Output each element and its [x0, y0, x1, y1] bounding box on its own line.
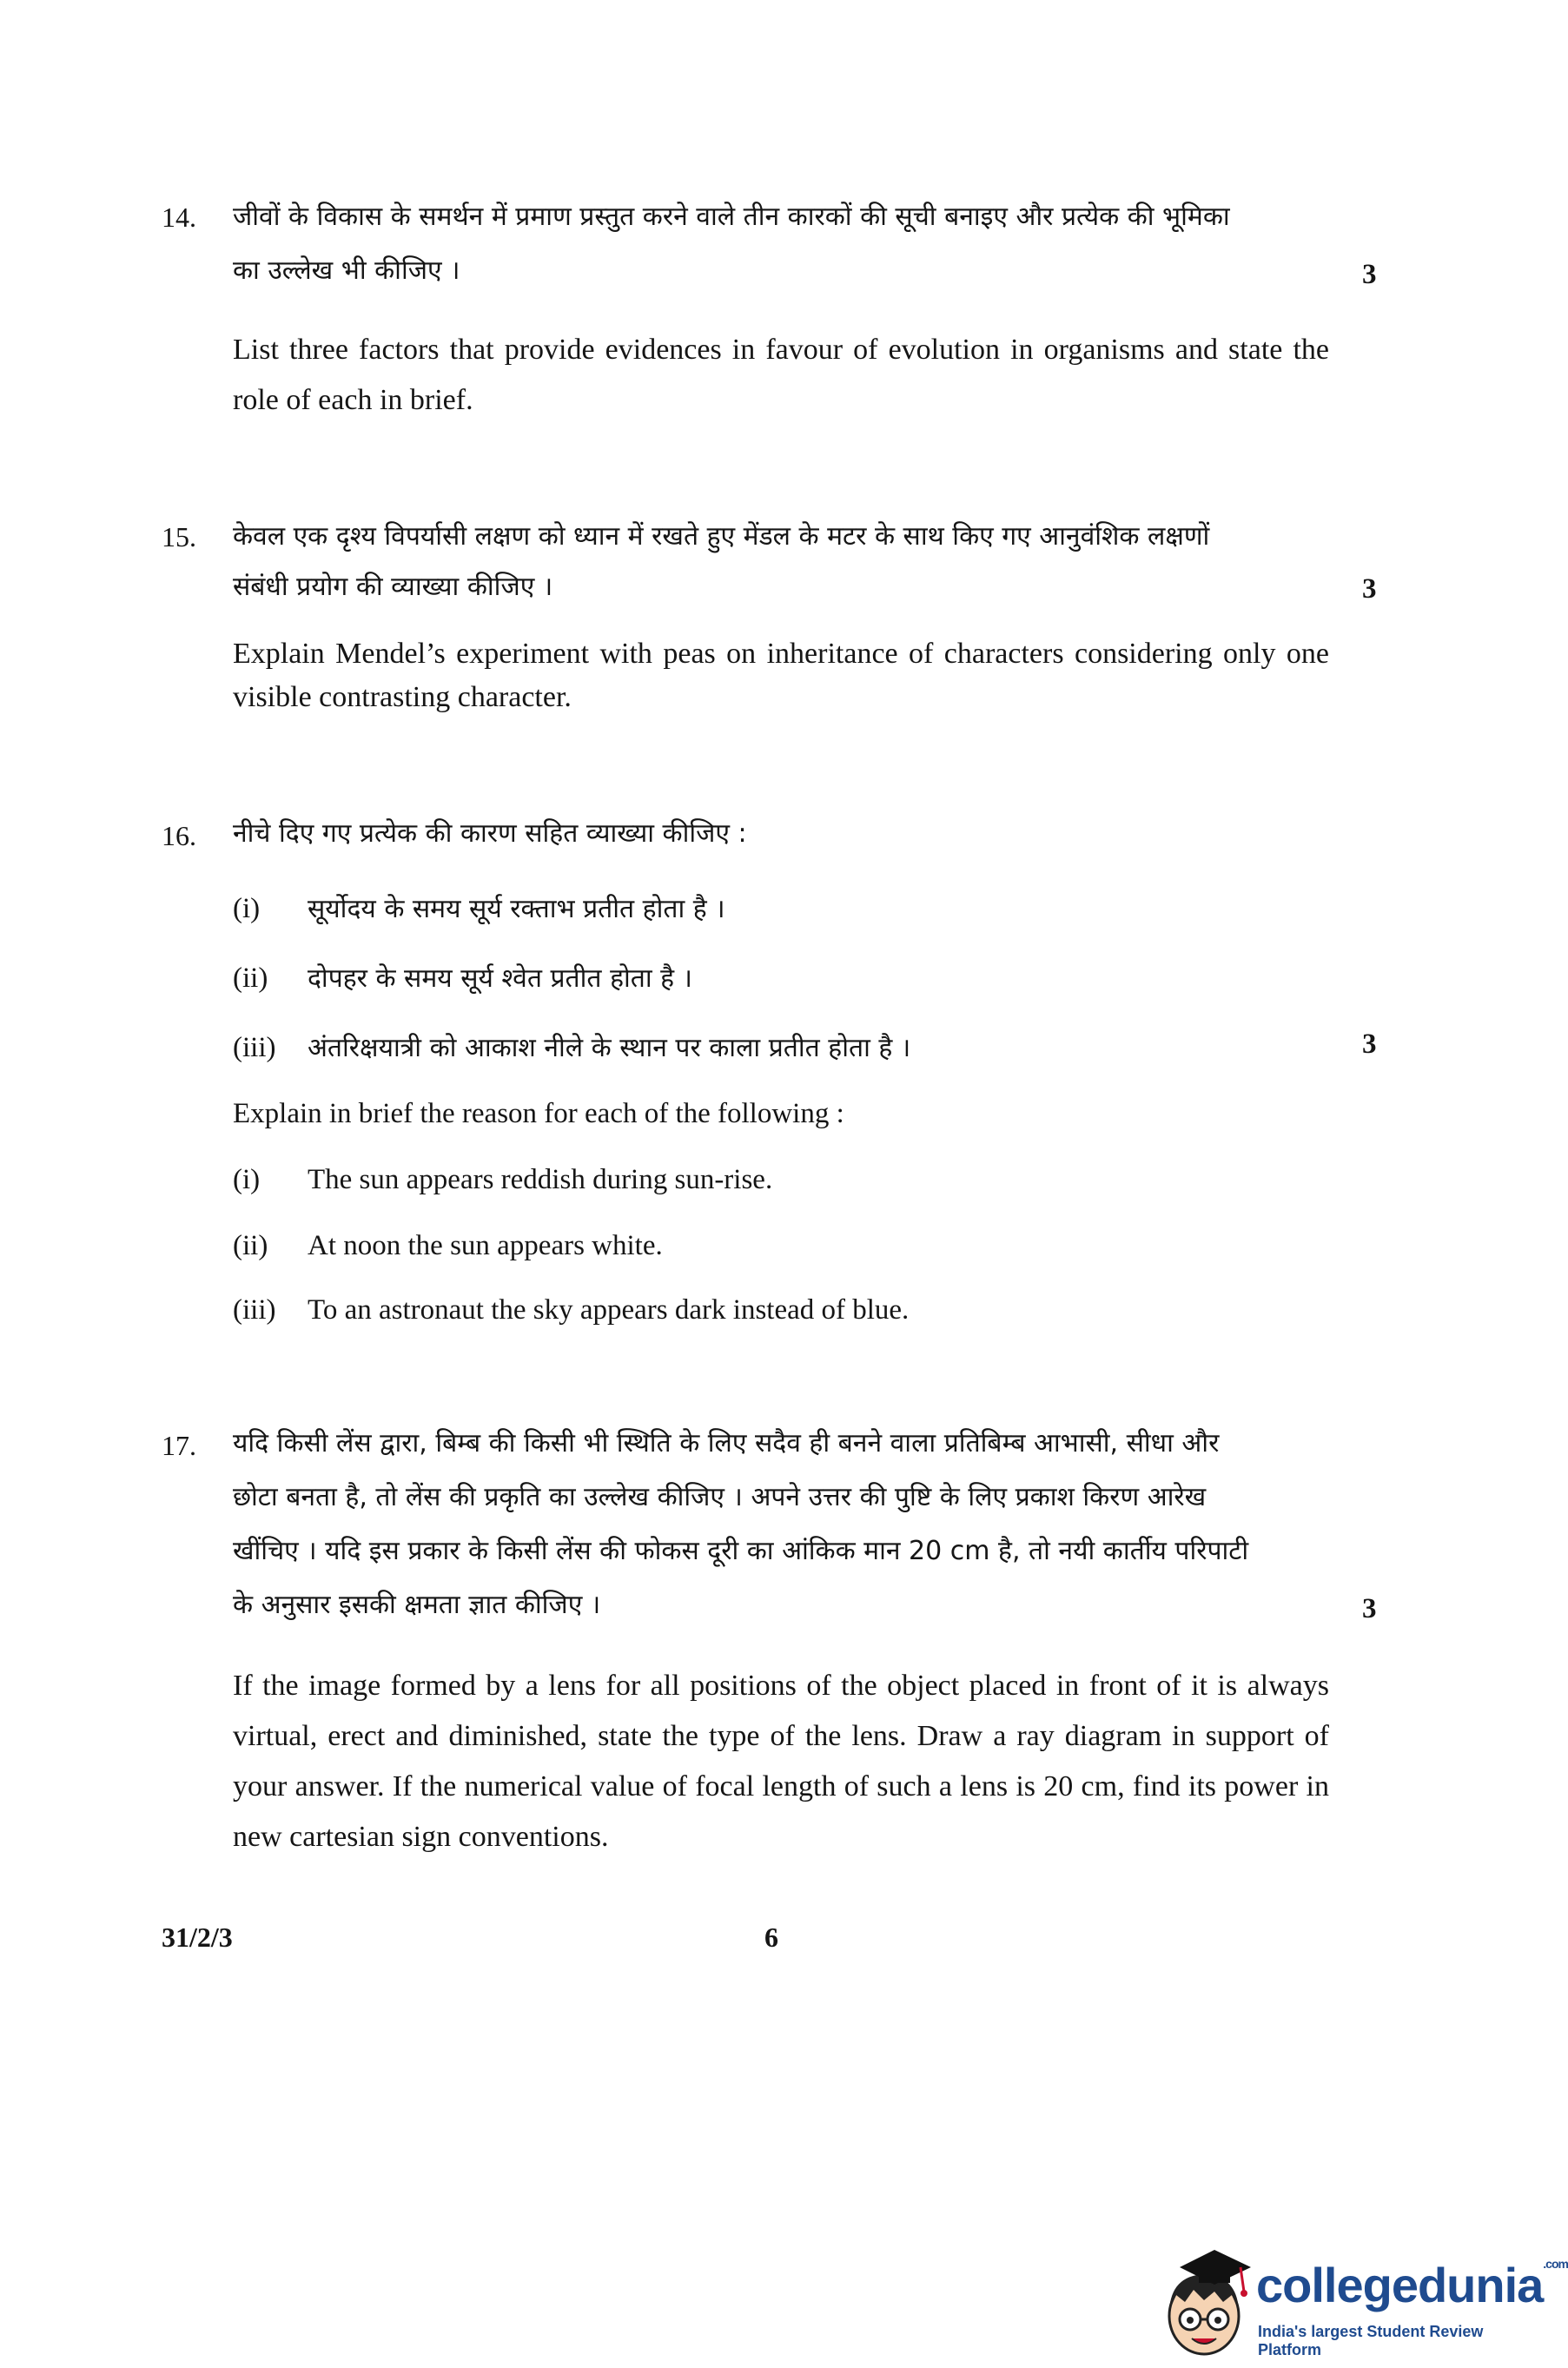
- question-17-english: If the image formed by a lens for all positions of the object placed in front of it is always virtual, erect and diminished, state the type of the lens. Draw a ray diagram in support of your answer. If the numerical value of focal length of such a lens is 20 cm, find its power in new cartesian sign conventions.: [233, 1670, 1329, 1853]
- question-14-hindi-line2: का उल्लेख भी कीजिए ।: [233, 255, 460, 286]
- question-16-english-item: [233, 1164, 772, 1196]
- logo-wordmark: collegedunia$^{.com}$: [1256, 2257, 1568, 2312]
- item-text: To an astronaut the sky appears dark instead of blue.: [308, 1294, 910, 1326]
- question-16-english-item: [233, 1294, 909, 1326]
- question-17-marks: 3: [1362, 1593, 1377, 1624]
- question-16-marks: 3: [1362, 1029, 1377, 1060]
- question-14-number: 14.: [162, 202, 196, 233]
- item-text: The sun appears reddish during sun-rise.: [308, 1164, 773, 1195]
- question-15-number: 15.: [162, 521, 196, 552]
- item-label: (iii): [233, 1032, 276, 1063]
- question-16-hindi-item: [233, 890, 725, 925]
- question-14-marks: 3: [1362, 259, 1377, 290]
- question-16-number: 16.: [162, 820, 196, 851]
- page-number: 6: [764, 1922, 778, 1953]
- question-17-hindi-line2: छोटा बनता है, तो लेंस की प्रकृति का उल्लेख कीजिए । अपने उत्तर की पुष्टि के लिए प्रकाश किरण आरेख: [233, 1482, 1207, 1512]
- question-17-number: 17.: [162, 1430, 196, 1461]
- question-16-hindi-item: [233, 1029, 910, 1064]
- logo-tagline: India's largest Student Review Platform: [1258, 2323, 1484, 2358]
- question-15-hindi-line1: केवल एक दृश्य विपर्यासी लक्षण को ध्यान में रखते हुए मेंडल के मटर के साथ किए गए आनुवंशिक लक्षणों: [233, 521, 1210, 552]
- paper-code: 31/2/3: [162, 1922, 233, 1953]
- question-14-english: List three factors that provide evidences in favour of evolution in organisms and state the role of each in brief.: [233, 334, 1329, 416]
- question-16-english-item: [233, 1230, 663, 1262]
- question-15-hindi-line2: संबंधी प्रयोग की व्याख्या कीजिए ।: [233, 572, 553, 602]
- item-label: (i): [233, 1164, 261, 1195]
- item-label: (ii): [233, 962, 268, 994]
- item-label: (iii): [233, 1294, 276, 1326]
- question-15-marks: 3: [1362, 573, 1377, 605]
- item-label: (ii): [233, 1230, 268, 1261]
- item-label: (i): [233, 893, 261, 924]
- question-17-hindi-line3: खींचिए । यदि इस प्रकार के किसी लेंस की फोकस दूरी का आंकिक मान 20 cm है, तो नयी कार्तीय परिपाटी: [233, 1536, 1249, 1566]
- collegedunia-logo: [1154, 2241, 1568, 2363]
- question-16-english-intro: Explain in brief the reason for each of the following :: [233, 1098, 844, 1129]
- item-text: अंतरिक्षयात्री को आकाश नीले के स्थान पर काला प्रतीत होता है ।: [308, 1033, 911, 1063]
- question-16-hindi-item: [233, 959, 692, 995]
- item-text: सूर्योदय के समय सूर्य रक्ताभ प्रतीत होता है ।: [308, 894, 725, 924]
- question-17-hindi-line1: यदि किसी लेंस द्वारा, बिम्ब की किसी भी स्थिति के लिए सदैव ही बनने वाला प्रतिबिम्ब आभासी, सीधा और: [233, 1428, 1220, 1459]
- mascot-icon: [1154, 2241, 1254, 2363]
- question-16-hindi-intro: नीचे दिए गए प्रत्येक की कारण सहित व्याख्या कीजिए :: [233, 818, 747, 849]
- item-text: दोपहर के समय सूर्य श्वेत प्रतीत होता है ।: [308, 963, 693, 994]
- question-15-english: Explain Mendel’s experiment with peas on inheritance of characters considering only one visible contrasting character.: [233, 638, 1329, 713]
- item-text: At noon the sun appears white.: [308, 1230, 663, 1261]
- question-14-hindi-line1: जीवों के विकास के समर्थन में प्रमाण प्रस्तुत करने वाले तीन कारकों की सूची बनाइए और प्रत्येक की भूमिका: [233, 202, 1230, 232]
- question-17-hindi-line4: के अनुसार इसकी क्षमता ज्ञात कीजिए ।: [233, 1590, 601, 1620]
